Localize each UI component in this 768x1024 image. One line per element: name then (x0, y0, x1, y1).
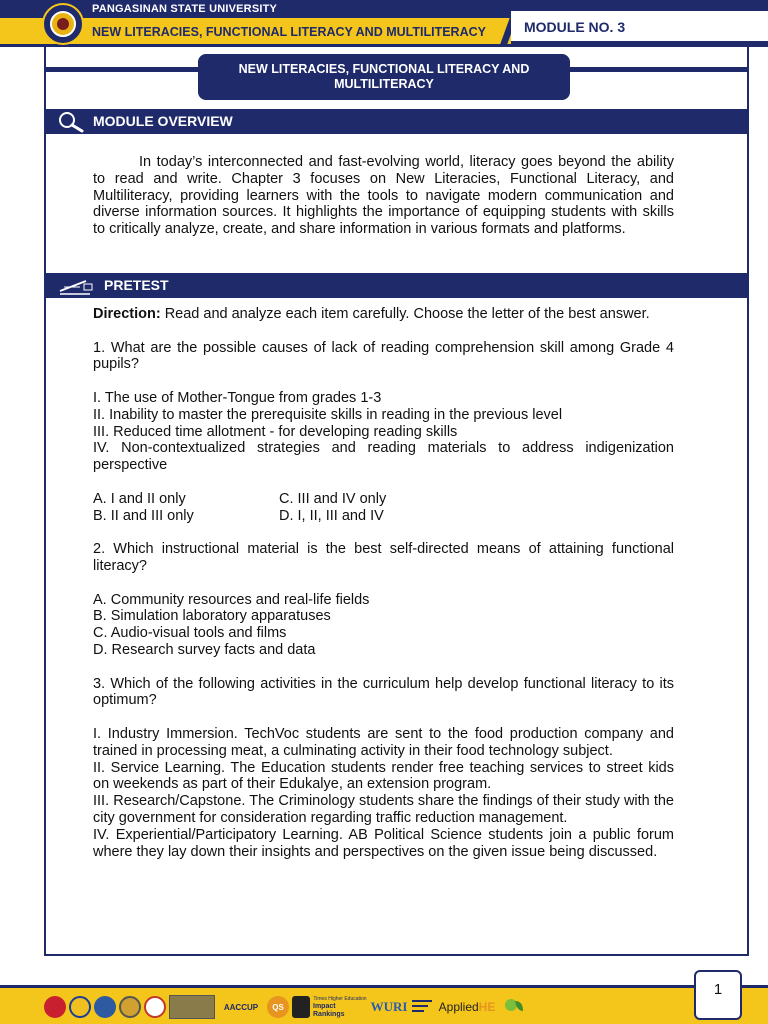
course-title: NEW LITERACIES, FUNCTIONAL LITERACY AND MULTILITERACY (92, 25, 486, 39)
ched-logo-icon (119, 996, 141, 1018)
q2-choice-d: D. Research survey facts and data (93, 641, 316, 658)
q2-choice-a: A. Community resources and real-life fields (93, 591, 370, 608)
q2-choice-b: B. Simulation laboratory apparatuses (93, 608, 331, 625)
wuri-logo: WURI (370, 999, 408, 1014)
green-metric-logo-icon (501, 996, 527, 1018)
q1-choice-a: A. I and II only (93, 490, 186, 507)
module-title-banner (198, 54, 570, 100)
footer-divider (0, 985, 768, 988)
aacup-logo: AACCUP (223, 1002, 259, 1012)
pretest-direction (93, 306, 674, 323)
q3-item-4: IV. Experiential/Participatory Learning. AB Political Science students join a public forum where they lay down their insights and perspectives on the given issue being discussed. (93, 826, 674, 860)
overview-section (93, 154, 674, 238)
q1-item-2: II. Inability to master the prerequisite skills in reading in the previous level (93, 406, 563, 423)
the-logo-icon (292, 996, 310, 1018)
accreditation-logos (44, 993, 527, 1021)
q3-item-2: II. Service Learning. The Education students render free teaching services to street kids on weekends as part of their Edukalye, an extension program. (93, 759, 674, 793)
q3-item-1: I. Industry Immersion. TechVoc students are sent to the food production company and trained in processing meat, a culminating activity in their food technology subject. (93, 725, 674, 759)
pretest-section (93, 306, 674, 860)
question-2: 2. Which instructional material is the best self-directed means of attaining functional literacy? (93, 541, 674, 574)
module-title-line2: MULTILITERACY (334, 77, 434, 91)
question-3: 3. Which of the following activities in the curriculum help develop functional literacy to its optimum? (93, 675, 674, 709)
page-number-box (694, 970, 742, 1020)
magnifier-icon (56, 111, 86, 133)
question-1: 1. What are the possible causes of lack of reading comprehension skill among Grade 4 pupils? (93, 339, 674, 373)
bagong-pilipinas-logo-icon (44, 996, 66, 1018)
direction-text: Read and analyze each item carefully. Choose the letter of the best answer. (160, 306, 650, 322)
module-overview-bar (46, 109, 747, 134)
q1-choice-c: C. III and IV only (279, 490, 387, 507)
qs-logo: QS (267, 996, 289, 1018)
overview-paragraph: In today’s interconnected and fast-evolving world, literacy goes beyond the ability to read and write. Chapter 3 focuses on New Literacies, Functional Literacy, and Multiliteracy, providing learners with the tools to navigate modern communication and diverse information sources. It highlights the importance of equipping students with skills to critically analyze, create, and share information in various formats and platforms. (93, 154, 674, 238)
page-number: 1 (713, 981, 723, 998)
pretest-heading: PRETEST (104, 277, 169, 293)
asean-logo-icon (69, 996, 91, 1018)
q1-choice-d: D. I, II, III and IV (279, 507, 384, 524)
the-impact-rankings-logo: Times Higher Education Impact Rankings (313, 996, 367, 1018)
applied-he-logo: Applied HE (438, 1000, 496, 1014)
seal-logo-icon (94, 996, 116, 1018)
module-overview-heading: MODULE OVERVIEW (93, 113, 233, 129)
module-number-box (511, 11, 768, 44)
q1-choice-b: B. II and III only (93, 507, 194, 524)
q1-item-3: III. Reduced time allotment - for developing reading skills (93, 423, 458, 440)
university-name: PANGASINAN STATE UNIVERSITY (92, 3, 278, 15)
world-university-rankings-logo-icon (411, 996, 433, 1018)
q1-choices (93, 491, 674, 525)
iso-logo-icon (144, 996, 166, 1018)
pencil-writing-icon (56, 275, 94, 297)
pretest-bar (46, 273, 747, 298)
q3-item-3: III. Research/Capstone. The Criminology students share the findings of their study with the city government for consideration regarding traffic reduction management. (93, 793, 674, 826)
q1-item-1: I. The use of Mother-Tongue from grades 1-3 (93, 389, 382, 406)
q1-item-4: IV. Non-contextualized strategies and reading materials to address indigenization perspective (93, 440, 674, 474)
module-title-line1: NEW LITERACIES, FUNCTIONAL LITERACY AND (238, 62, 530, 76)
module-number: MODULE NO. 3 (524, 19, 626, 35)
university-seal-icon (42, 3, 84, 45)
q2-choice-c: C. Audio-visual tools and films (93, 625, 287, 642)
accreditation-badge-icon (169, 995, 215, 1019)
direction-label: Direction: (93, 306, 161, 322)
